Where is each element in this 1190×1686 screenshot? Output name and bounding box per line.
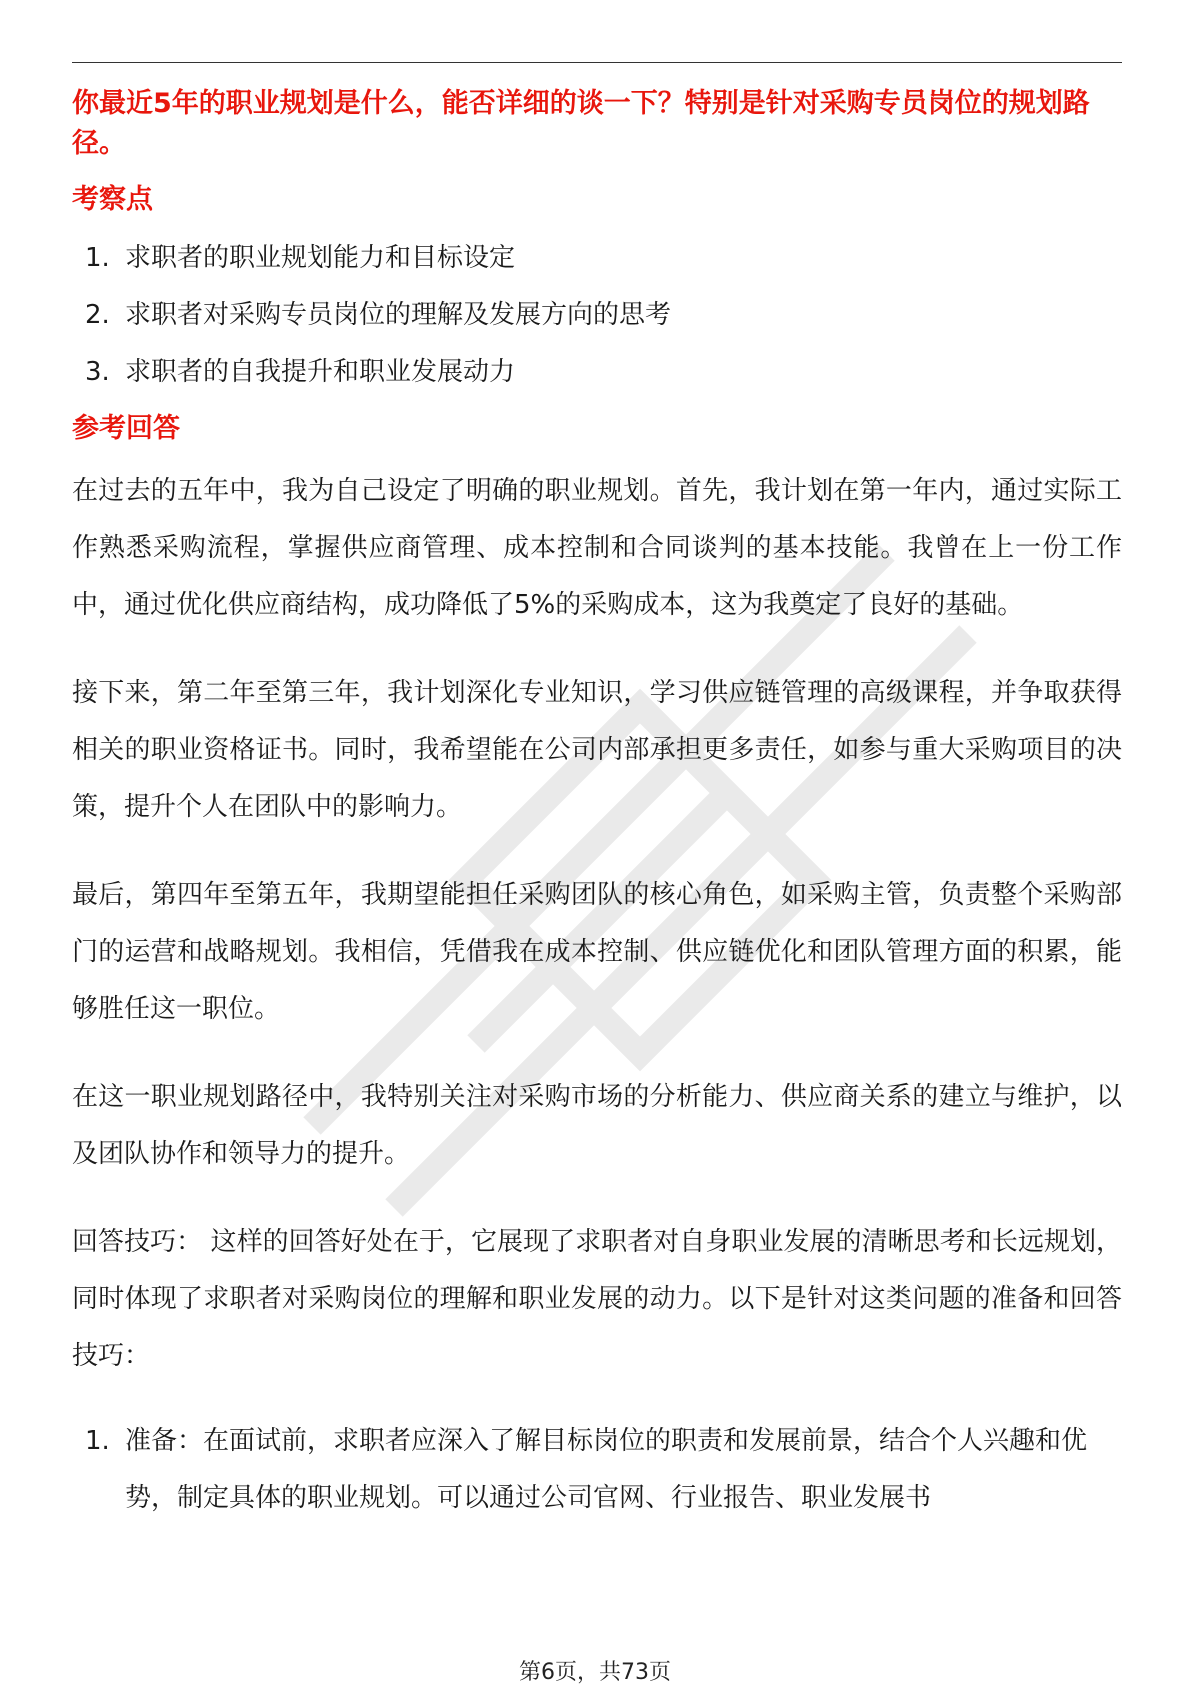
list-item <box>72 295 1122 335</box>
list-item <box>72 1413 1122 1527</box>
answer-paragraph-2: 接下来，第二年至第三年，我计划深化专业知识，学习供应链管理的高级课程，并争取获得相关的职业资格证书。同时，我希望能在公司内部承担更多责任，如参与重大采购项目的决策，提升个人在团队中的影响力。 <box>72 678 1122 822</box>
list-item-number: 2. <box>85 300 110 330</box>
list-item <box>72 352 1122 392</box>
tips-list <box>72 1413 1122 1527</box>
answer-paragraph-4: 在这一职业规划路径中，我特别关注对采购市场的分析能力、供应商关系的建立与维护，以及团队协作和领导力的提升。 <box>72 1082 1122 1169</box>
tips-intro: 回答技巧： 这样的回答好处在于，它展现了求职者对自身职业发展的清晰思考和长远规划，同时体现了求职者对采购岗位的理解和职业发展的动力。以下是针对这类问题的准备和回答技巧： <box>72 1227 1122 1371</box>
exam-points-heading: 考察点 <box>72 184 153 215</box>
list-item-number: 1. <box>85 1426 110 1456</box>
answer-paragraph-1: 在过去的五年中，我为自己设定了明确的职业规划。首先，我计划在第一年内，通过实际工作熟悉采购流程，掌握供应商管理、成本控制和合同谈判的基本技能。我曾在上一份工作中，通过优化供应商结构，成功降低了5%的采购成本，这为我奠定了良好的基础。 <box>72 476 1122 620</box>
list-item <box>72 238 1122 278</box>
header-rule <box>72 62 1122 63</box>
list-item-text: 求职者对采购专员岗位的理解及发展方向的思考 <box>125 300 672 330</box>
answer-heading: 参考回答 <box>72 413 180 444</box>
page-number-footer: 第6页，共73页 <box>519 1660 671 1685</box>
list-item-text: 求职者的职业规划能力和目标设定 <box>125 243 516 273</box>
answer-paragraph-3: 最后，第四年至第五年，我期望能担任采购团队的核心角色，如采购主管，负责整个采购部门的运营和战略规划。我相信，凭借我在成本控制、供应链优化和团队管理方面的积累，能够胜任这一职位。 <box>72 880 1122 1024</box>
list-item-number: 3. <box>85 357 110 387</box>
exam-points-list <box>72 238 1122 392</box>
list-item-number: 1. <box>85 243 110 273</box>
list-item-text: 准备：在面试前，求职者应深入了解目标岗位的职责和发展前景，结合个人兴趣和优势，制定具体的职业规划。可以通过公司官网、行业报告、职业发展书 <box>125 1426 1088 1513</box>
question-title: 你最近5年的职业规划是什么，能否详细的谈一下？特别是针对采购专员岗位的规划路径。 <box>72 88 1090 159</box>
main-content <box>72 84 1122 1527</box>
list-item-text: 求职者的自我提升和职业发展动力 <box>125 357 516 387</box>
